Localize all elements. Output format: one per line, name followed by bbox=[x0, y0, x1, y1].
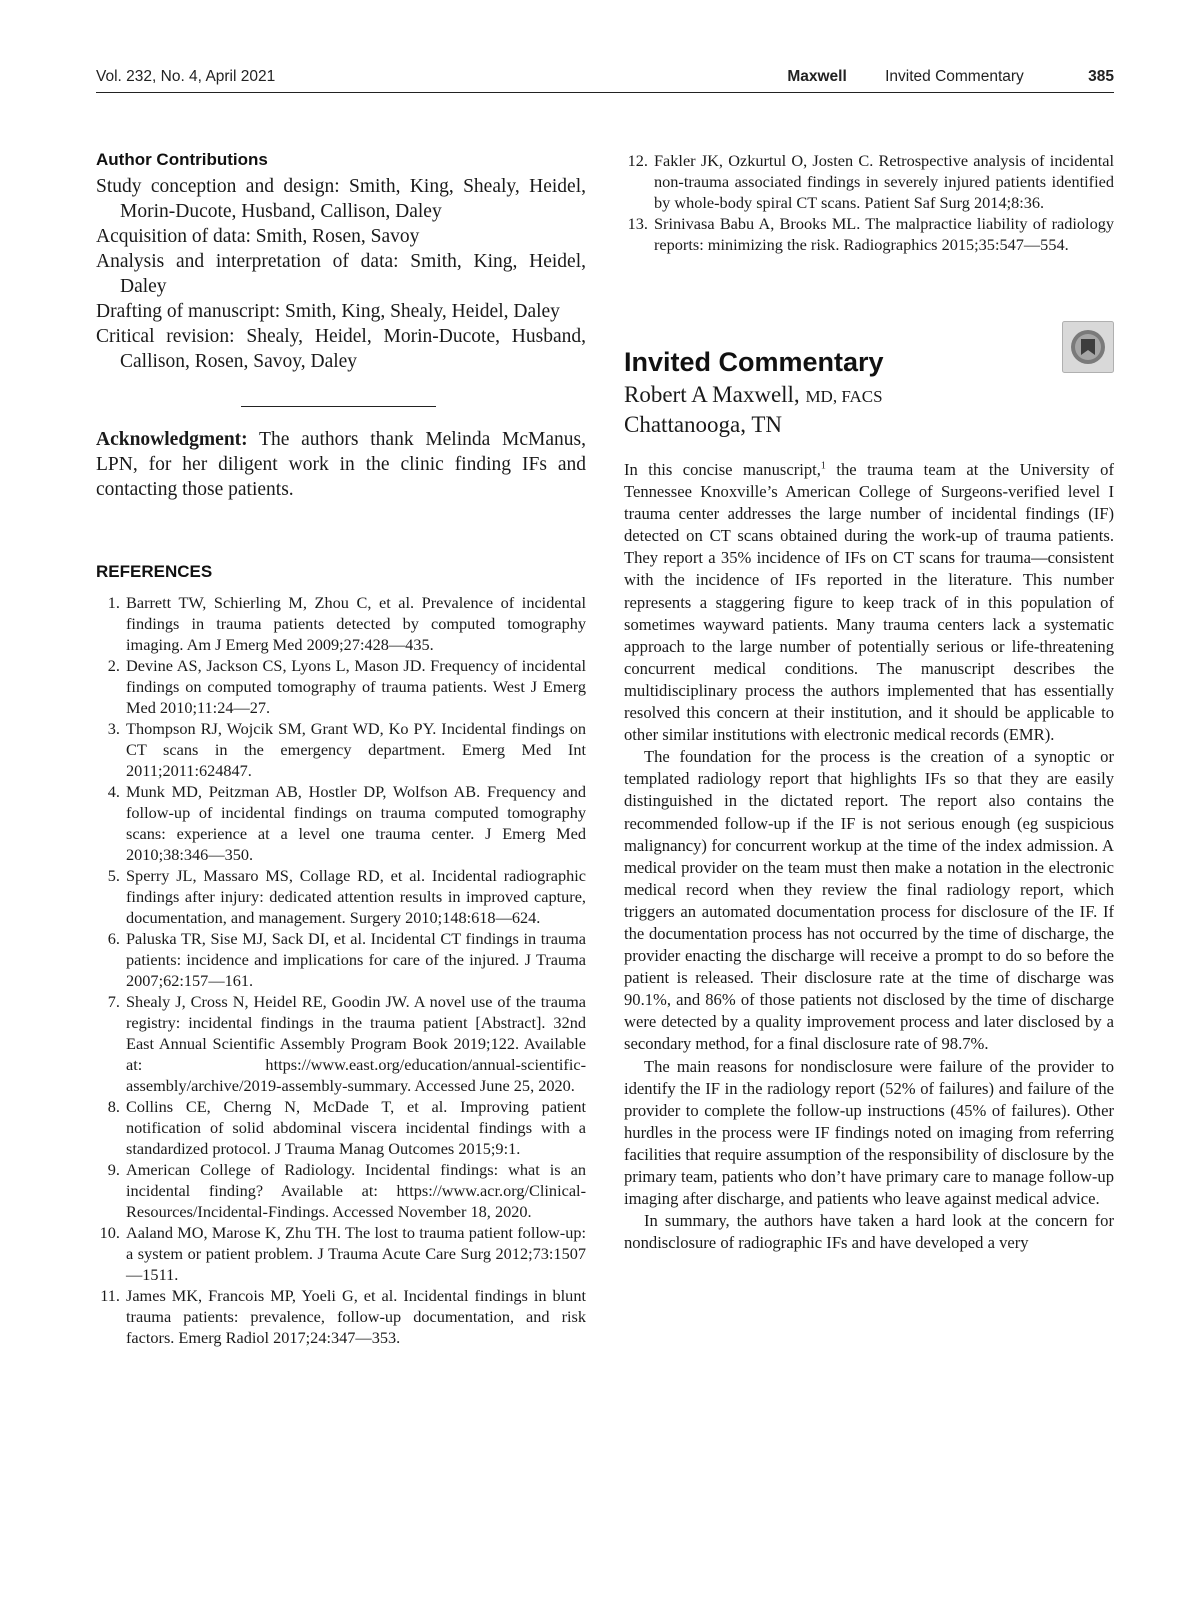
running-head bbox=[96, 66, 1114, 93]
journal-info: Vol. 232, No. 4, April 2021 bbox=[96, 68, 276, 85]
contribution-line: Acquisition of data: Smith, Rosen, Savoy bbox=[96, 226, 420, 247]
reference-text: Aaland MO, Marose K, Zhu TH. The lost to trauma patient follow-up: a system or patient problem. J Trauma Acute Care Surg 2012;73:1507—1511. bbox=[126, 1223, 586, 1284]
reference-text: Munk MD, Peitzman AB, Hostler DP, Wolfson AB. Frequency and follow-up of incidental findings on trauma computed tomography scans: experience at a level one trauma center. J Emerg Med 2010;38:346—350. bbox=[126, 782, 586, 864]
reference-number: 8. bbox=[107, 1097, 120, 1116]
reference-item bbox=[96, 718, 586, 781]
references-heading: REFERENCES bbox=[96, 562, 213, 581]
reference-item bbox=[624, 150, 1114, 213]
commentary-title: Invited Commentary bbox=[624, 347, 884, 378]
contribution-line: Study conception and design: Smith, King, Shealy, Heidel, Morin-Ducote, Husband, Callison, Daley bbox=[96, 176, 586, 222]
acknowledgment bbox=[96, 427, 586, 502]
reference-text: Paluska TR, Sise MJ, Sack DI, et al. Incidental CT findings in trauma patients: incidence and implications for care of the injured. J Trauma 2007;62:157—161. bbox=[126, 929, 586, 990]
reference-number: 10. bbox=[99, 1223, 120, 1242]
page-number: 385 bbox=[1088, 68, 1114, 85]
reference-item bbox=[96, 781, 586, 865]
reference-text: Collins CE, Cherng N, McDade T, et al. Improving patient notification of solid abdominal viscera incidental findings with a standardized protocol. J Trauma Manag Outcomes 2015;9:1. bbox=[126, 1097, 586, 1158]
reference-number: 7. bbox=[107, 992, 120, 1011]
reference-text: American College of Radiology. Incidental findings: what is an incidental finding? Available at: https://www.acr.org/Clinical-Resources/Incidental-Findings. Accessed November 18, 2020. bbox=[126, 1160, 586, 1221]
commentary-title-row bbox=[624, 321, 1114, 377]
contribution-line: Analysis and interpretation of data: Smith, King, Heidel, Daley bbox=[96, 251, 586, 297]
references-list-continued bbox=[624, 150, 1114, 255]
author-credentials: MD, FACS bbox=[805, 387, 883, 406]
reference-number: 6. bbox=[107, 929, 120, 948]
reference-item bbox=[96, 1222, 586, 1285]
reference-text: Devine AS, Jackson CS, Lyons L, Mason JD. Frequency of incidental findings on computed tomography of trauma patients. West J Emerg Med 2010;11:24—27. bbox=[126, 656, 586, 717]
references-list bbox=[96, 592, 586, 1348]
reference-text: Barrett TW, Schierling M, Zhou C, et al. Prevalence of incidental findings in trauma patients detected by computed tomography imaging. Am J Emerg Med 2009;27:428—435. bbox=[126, 593, 586, 654]
contribution-line: Drafting of manuscript: Smith, King, Shealy, Heidel, Daley bbox=[96, 301, 560, 322]
author-contributions-list bbox=[96, 174, 586, 374]
reference-number: 1. bbox=[107, 593, 120, 612]
reference-text: James MK, Francois MP, Yoeli G, et al. Incidental findings in blunt trauma patients: prevalence, follow-up documentation, and risk factors. Emerg Radiol 2017;24:347—353. bbox=[126, 1286, 586, 1347]
reference-number: 5. bbox=[107, 866, 120, 885]
reference-text: Srinivasa Babu A, Brooks ML. The malpractice liability of radiology reports: minimizing the risk. Radiographics 2015;35:547—554. bbox=[654, 214, 1114, 254]
author-name: Robert A Maxwell, bbox=[624, 382, 800, 407]
section-divider bbox=[241, 406, 436, 407]
reference-number: 4. bbox=[107, 782, 120, 801]
reference-number: 13. bbox=[627, 214, 648, 233]
author-contributions-heading: Author Contributions bbox=[96, 150, 268, 169]
contribution-line: Critical revision: Shealy, Heidel, Morin-Ducote, Husband, Callison, Rosen, Savoy, Daley bbox=[96, 326, 586, 372]
reference-number: 3. bbox=[107, 719, 120, 738]
reference-item bbox=[96, 865, 586, 928]
running-head-author: Maxwell bbox=[787, 68, 847, 85]
paragraph-text: In this concise manuscript, bbox=[624, 460, 821, 479]
reference-text: Fakler JK, Ozkurtul O, Josten C. Retrospective analysis of incidental non-trauma associated findings in severely injured patients identified by whole-body spiral CT scans. Patient Saf Surg 2014;8:36. bbox=[654, 151, 1114, 212]
reference-number: 12. bbox=[627, 151, 648, 170]
running-head-right bbox=[787, 68, 1114, 86]
right-column bbox=[624, 150, 1114, 1254]
citation-superscript: 1 bbox=[820, 460, 826, 472]
reference-number: 11. bbox=[100, 1286, 120, 1305]
reference-number: 2. bbox=[107, 656, 120, 675]
reference-item bbox=[96, 928, 586, 991]
commentary-paragraph bbox=[624, 459, 1114, 746]
reference-text: Thompson RJ, Wojcik SM, Grant WD, Ko PY. Incidental findings on CT scans in the emergency department. Emerg Med Int 2011;2011:624847. bbox=[126, 719, 586, 780]
running-head-section: Invited Commentary bbox=[885, 68, 1024, 85]
commentary-author bbox=[624, 381, 1114, 411]
reference-item bbox=[96, 1159, 586, 1222]
commentary-paragraph: The main reasons for nondisclosure were failure of the provider to identify the IF in the radiology report (52% of failures) and failure of the provider to complete the follow-up instructions (45% of failures). Other hurdles in the process were IF findings noted on imaging from referring facilities that require assumption of the responsibility of disclosure by the primary team, patients who don’t have primary care to manage follow-up imaging after discharge, and patients who leave against medical advice. bbox=[624, 1056, 1114, 1209]
left-column bbox=[96, 150, 586, 1348]
crossmark-icon[interactable] bbox=[1062, 321, 1114, 373]
reference-item bbox=[96, 655, 586, 718]
reference-item bbox=[96, 1285, 586, 1348]
reference-number: 9. bbox=[107, 1160, 120, 1179]
reference-item bbox=[96, 991, 586, 1096]
author-location: Chattanooga, TN bbox=[624, 412, 782, 437]
commentary-paragraph: In summary, the authors have taken a hard look at the concern for nondisclosure of radiographic IFs and have developed a very bbox=[624, 1211, 1114, 1253]
reference-item bbox=[96, 592, 586, 655]
acknowledgment-text: The authors thank Melinda McManus, LPN, for her diligent work in the clinic finding IFs and contacting those patients. bbox=[96, 429, 586, 500]
commentary-paragraph: The foundation for the process is the creation of a synoptic or templated radiology report that highlights IFs so that they are easily distinguished in the dictated report. The report also contains the recommended follow-up if the IF is not serious enough (eg suspicious malignancy) for concurrent workup at the time of the index admission. A medical provider on the team must then make a notation in the electronic medical record when they review the final radiology report, which triggers an automated documentation process for disclosure of the IF. If the documentation process has not occurred by the time of discharge, the provider enacting the discharge will receive a prompt to do so before the patient is released. Their disclosure rate at the time of discharge was 90.1%, and 86% of those patients not disclosed by the time of discharge were detected by a quality improvement process and later disclosed by a secondary method, for a final disclosure rate of 98.7%. bbox=[624, 747, 1114, 1054]
reference-text: Sperry JL, Massaro MS, Collage RD, et al. Incidental radiographic findings after injury: dedicated attention results in improved capture, documentation, and management. Surgery 2010;148:618—624. bbox=[126, 866, 586, 927]
acknowledgment-label: Acknowledgment: bbox=[96, 429, 248, 450]
reference-text: Shealy J, Cross N, Heidel RE, Goodin JW. A novel use of the trauma registry: incidental findings in the trauma patient [Abstract]. 32nd East Annual Scientific Assembly Program Book 2019;122. Available at: https://www.east.org/education/annual-scientific-assembly/archive/2019-assembly-summary. Accessed June 25, 2020. bbox=[126, 992, 586, 1095]
paragraph-text: the trauma team at the University of Tennessee Knoxville’s American College of Surgeons-verified level I trauma center addresses the large number of incidental findings (IF) detected on CT scans obtained during the work-up of trauma patients. They report a 35% incidence of IFs on CT scans for trauma—consistent with the incidence of IFs reported in the literature. This number represents a staggering figure to keep track of in this population of sometimes wayward patients. Many trauma centers lack a systematic approach to the large number of potentially serious or life-threatening concurrent medical conditions. The manuscript describes the multidisciplinary process the authors implemented that has essentially resolved this concern at their institution, and it should be applicable to other similar institutions with electronic medical records (EMR). bbox=[624, 460, 1114, 745]
reference-item bbox=[96, 1096, 586, 1159]
reference-item bbox=[624, 213, 1114, 255]
